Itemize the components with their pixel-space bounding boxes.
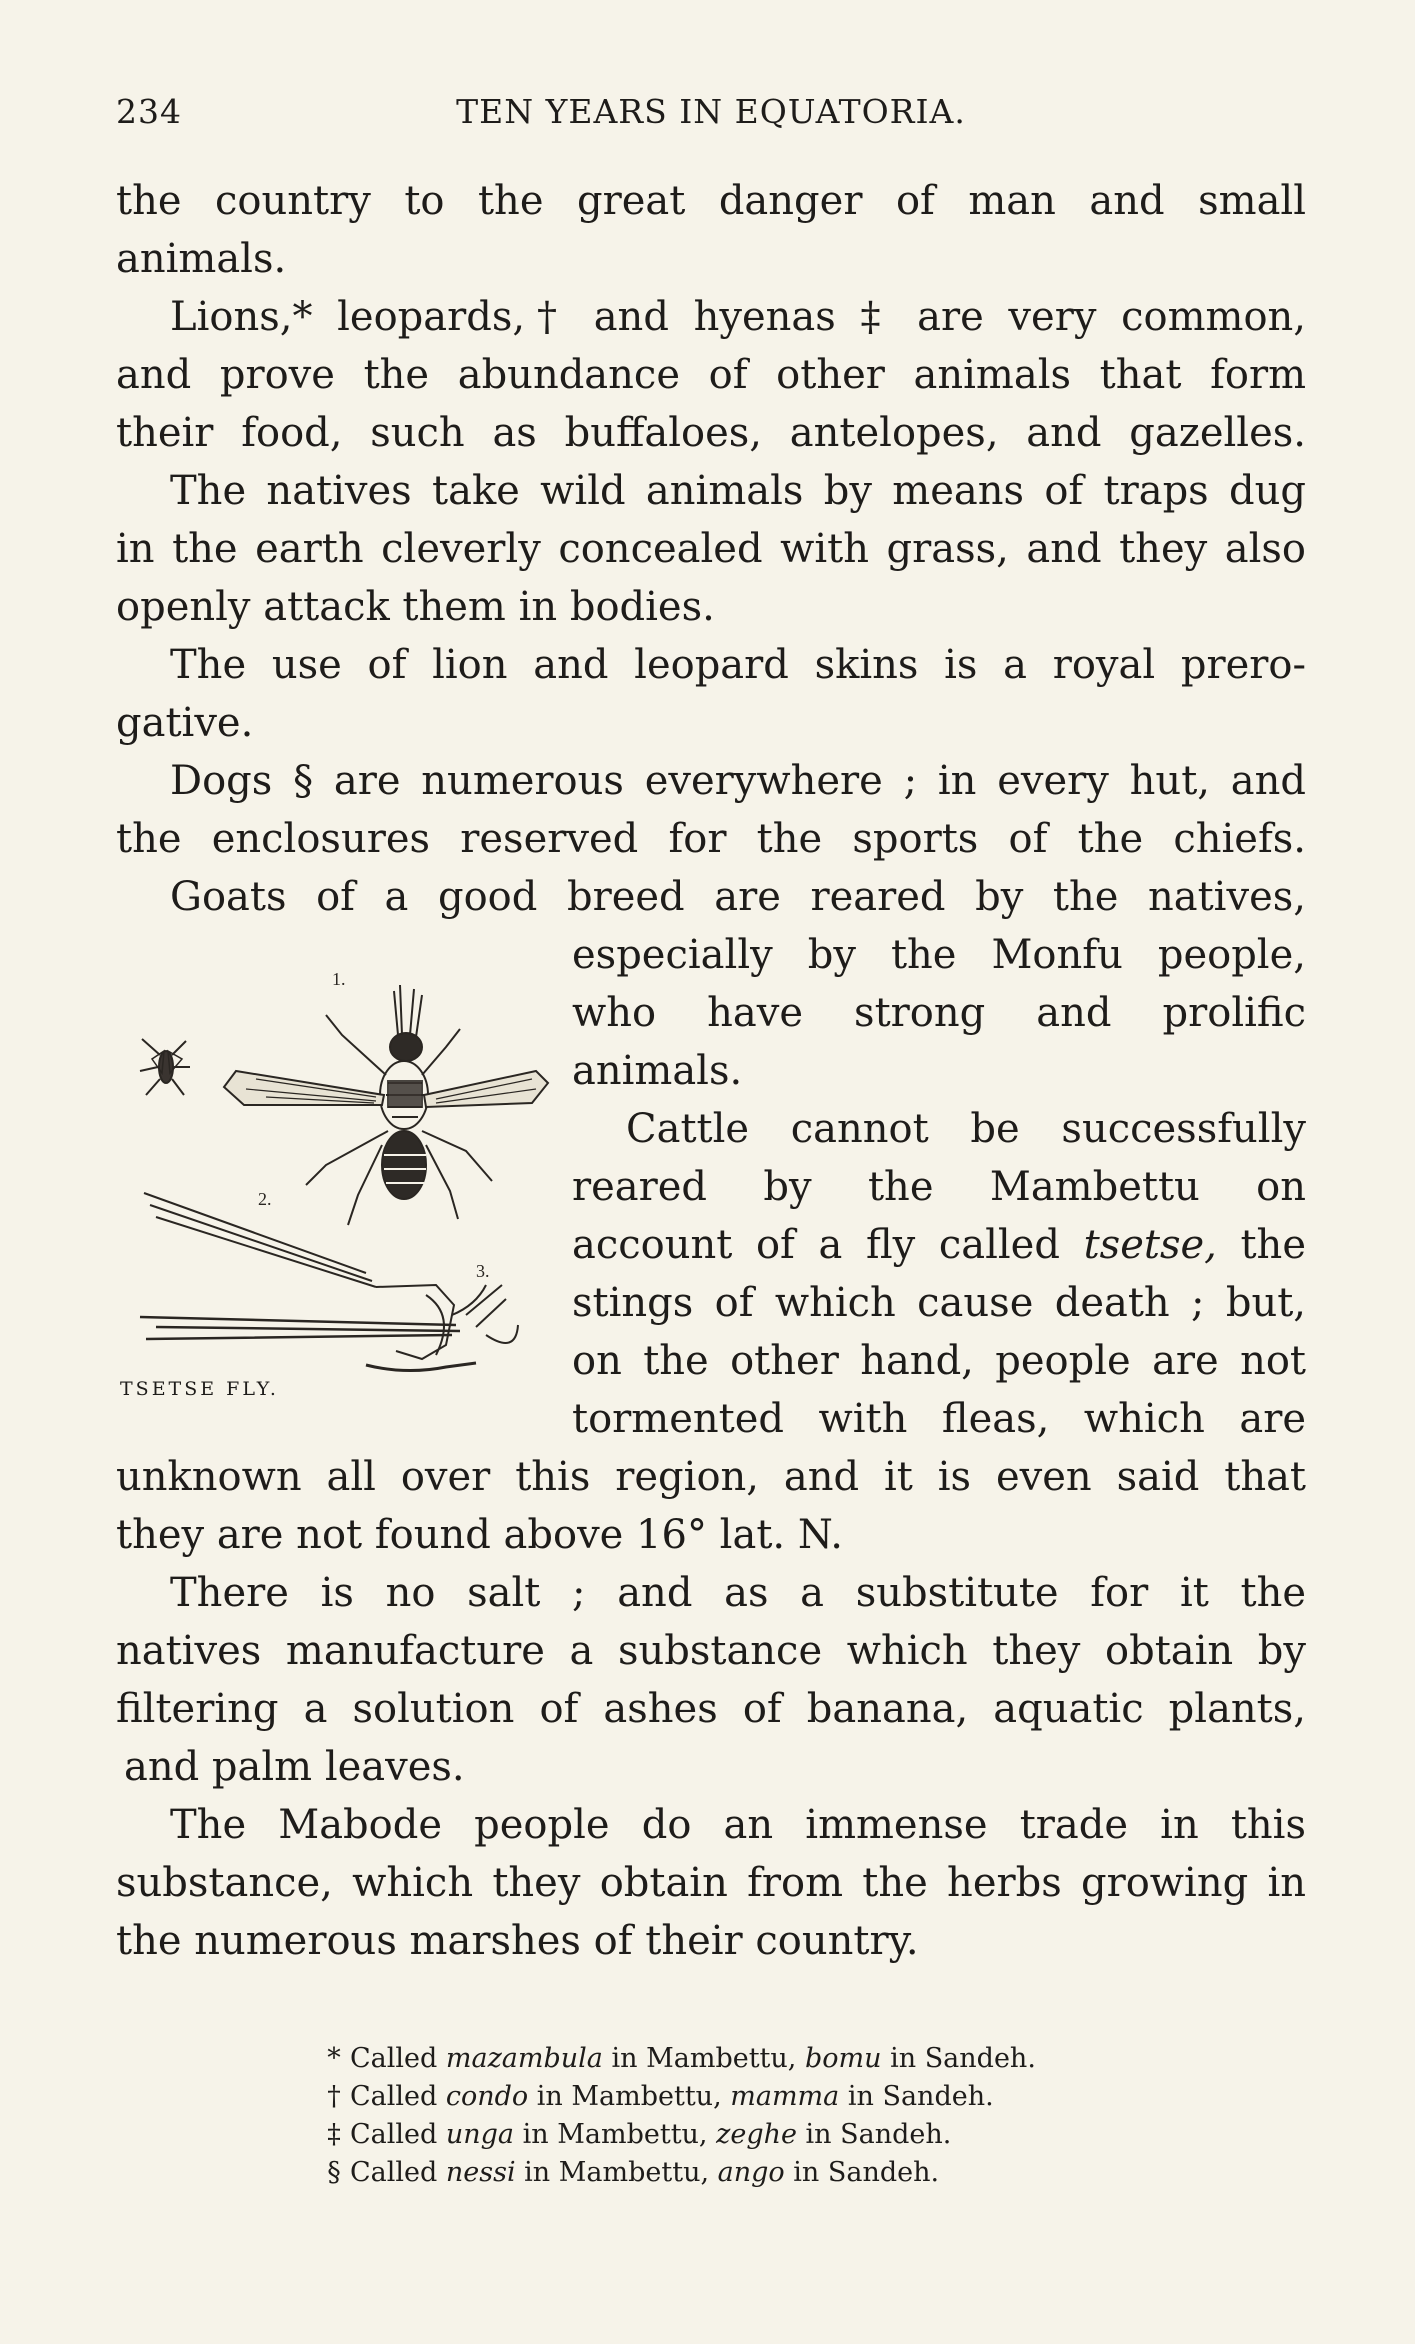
footnote-text: in Mambettu, <box>515 2157 718 2188</box>
footnote-mark: * <box>327 2043 341 2074</box>
footnote-text: in Sandeh. <box>839 2081 994 2112</box>
footnote-term: zeghe <box>716 2119 797 2150</box>
footnote-mark: ‡ <box>327 2119 341 2150</box>
tsetse-term: tsetse, <box>1083 1222 1217 1268</box>
text-line: on the other hand, people are not <box>572 1338 1306 1384</box>
running-header <box>116 92 1306 134</box>
text-line: substance, which they obtain from the herbs growing in <box>116 1860 1306 1906</box>
text-line: the enclosures reserved for the sports of the chiefs. <box>116 816 1306 862</box>
figure-caption: TSETSE FLY. <box>120 1378 279 1400</box>
text-line: especially by the Monfu people, <box>572 932 1306 978</box>
text-line: they are not found above 16° lat. N. <box>116 1512 843 1558</box>
footnotes <box>318 2040 1098 2192</box>
tsetse-fly-drawing <box>136 955 566 1425</box>
figure-label-top: 1. <box>332 969 346 989</box>
text-line: the country to the great danger of man and small <box>116 178 1306 224</box>
text-line: who have strong and prolific <box>572 990 1306 1036</box>
footnote <box>318 2116 1098 2154</box>
text-line: and prove the abundance of other animals that form <box>116 352 1306 398</box>
footnote-term: condo <box>445 2081 529 2112</box>
footnote-term: mazambula <box>445 2043 603 2074</box>
text-line: Goats of a good breed are reared by the natives, <box>170 874 1306 920</box>
text-line: their food, such as buffaloes, antelopes, and gazelles. <box>116 410 1306 456</box>
footnote <box>318 2154 1098 2192</box>
text-line: unknown all over this region, and it is even said that <box>116 1454 1306 1500</box>
footnote-term: bomu <box>804 2043 882 2074</box>
figure-label-mid: 3. <box>476 1261 490 1281</box>
footnote-term: ango <box>717 2157 785 2188</box>
text-line: in the earth cleverly concealed with grass, and they also <box>116 526 1306 572</box>
text-line: reared by the Mambettu on <box>572 1164 1306 1210</box>
text-line: openly attack them in bodies. <box>116 584 715 630</box>
footnote-text: Called <box>350 2119 446 2150</box>
small-fly-icon <box>140 1039 190 1095</box>
footnote-text: in Sandeh. <box>881 2043 1036 2074</box>
text-line: animals. <box>116 236 287 282</box>
text-line: Dogs § are numerous everywhere ; in every hut, and <box>170 758 1306 804</box>
footnote-text: Called <box>350 2081 446 2112</box>
text-line: tormented with fleas, which are <box>572 1396 1306 1442</box>
text-line: filtering a solution of ashes of banana, aquatic plants, <box>116 1686 1306 1732</box>
figure-label-left: 2. <box>258 1189 272 1209</box>
footnote-text: in Mambettu, <box>514 2119 717 2150</box>
text-line: There is no salt ; and as a substitute for it the <box>170 1570 1306 1616</box>
tsetse-fly-illustration <box>136 955 566 1425</box>
footnote-mark: † <box>327 2081 341 2112</box>
footnote-term: nessi <box>445 2157 516 2188</box>
proboscis-icon <box>140 1193 518 1371</box>
text-line: gative. <box>116 700 254 746</box>
text-line: stings of which cause death ; but, <box>572 1280 1306 1326</box>
footnote-text: in Mambettu, <box>528 2081 731 2112</box>
footnote-mark: § <box>327 2157 341 2188</box>
text-line: Lions,* leopards,† and hyenas ‡ are very common, <box>170 294 1306 340</box>
text-line: the numerous marshes of their country. <box>116 1918 919 1964</box>
footnote-text: in Mambettu, <box>602 2043 805 2074</box>
footnote-text: in Sandeh. <box>796 2119 952 2150</box>
text-line: The natives take wild animals by means of traps dug <box>170 468 1306 514</box>
footnote-text: in Sandeh. <box>784 2157 940 2188</box>
footnote <box>318 2040 1098 2078</box>
text-line: The Mabode people do an immense trade in this <box>170 1802 1306 1848</box>
text-line: Cattle cannot be successfully <box>626 1106 1306 1152</box>
text-line: and palm leaves. <box>124 1744 465 1790</box>
footnote-term: unga <box>445 2119 515 2150</box>
footnote <box>318 2078 1098 2116</box>
footnote-text: Called <box>350 2157 446 2188</box>
running-title: TEN YEARS IN EQUATORIA. <box>456 92 966 131</box>
text-span: the <box>1216 1222 1306 1268</box>
large-fly-icon <box>224 985 548 1225</box>
text-line: natives manufacture a substance which they obtain by <box>116 1628 1306 1674</box>
page-number: 234 <box>116 92 182 131</box>
text-line: animals. <box>572 1048 743 1094</box>
text-span: account of a fly called <box>572 1222 1084 1268</box>
footnote-text: Called <box>350 2043 446 2074</box>
footnote-term: mamma <box>730 2081 840 2112</box>
text-line: The use of lion and leopard skins is a royal prero- <box>170 642 1306 688</box>
